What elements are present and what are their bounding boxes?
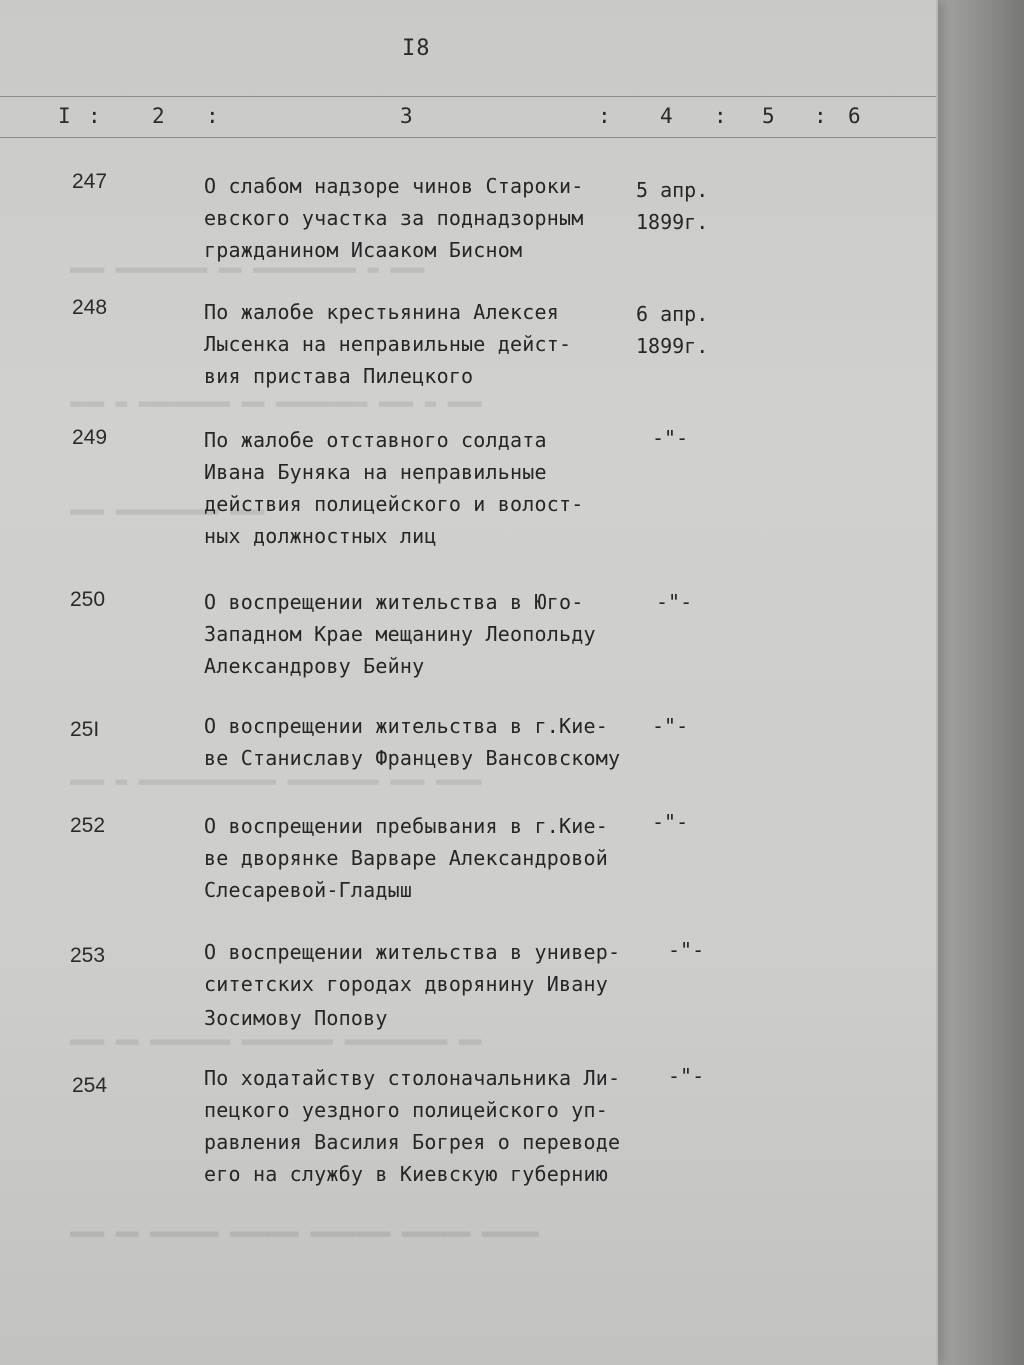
entry-title-line: ных должностных лиц [204,524,437,548]
entry-number: 248 [72,296,108,319]
entry-title-line: равления Василия Богрея о переводе [204,1130,621,1154]
entry-title-line: О воспрещении жительства в универ- [204,940,621,964]
entry-number: 252 [70,814,106,837]
entry-title-line: Западном Крае мещанину Леопольду [204,622,596,646]
entry-title-line: О воспрещении жительства в Юго- [204,590,584,614]
column-header: 3 [400,104,413,128]
entry-title-line: ве дворянке Варваре Александровой [204,846,608,870]
entry-date-line: 5 апр. [636,178,709,202]
entry-title-line: Ивана Буняка на неправильные [204,460,547,484]
column-separator: : [598,104,611,128]
entry-date-ditto: -"- [652,426,689,450]
entry-date-line: 6 апр. [636,302,709,326]
entry-title-line: По ходатайству столоначальника Ли- [204,1066,621,1090]
column-separator: : [814,104,827,128]
entry-title-line: действия полицейского и волост- [204,492,584,516]
entry-date-line: 1899г. [636,334,709,358]
entry-title-line: О воспрещении жительства в г.Кие- [204,714,608,738]
header-rule-bottom [0,137,936,138]
entry-title-line: О слабом надзоре чинов Староки- [204,174,584,198]
column-header: 4 [660,104,673,128]
entry-number: 249 [72,426,108,449]
underlying-pages-edge [936,0,1024,1365]
entry-title-line: Александрову Бейну [204,654,425,678]
entry-date-ditto: -"- [652,810,689,834]
entry-title-line: гражданином Исааком Бисном [204,238,523,262]
bleed-through-mark: ▬▬▬ ▬▬ ▬▬▬▬▬▬ ▬▬▬▬▬▬ ▬▬▬▬▬▬▬ ▬▬▬▬▬▬ ▬▬▬▬▬ [70,1222,539,1244]
entry-number: 25I [70,718,100,741]
entry-title-line: пецкого уездного полицейского уп- [204,1098,608,1122]
column-separator: : [88,104,101,128]
page-number: I8 [402,36,431,61]
entry-title-line: евского участка за поднадзорным [204,206,584,230]
entry-number: 254 [72,1074,108,1097]
entry-number: 250 [70,588,106,611]
column-separator: : [206,104,219,128]
entry-title-line: ве Станиславу Францеву Вансовскому [204,746,621,770]
column-header: 6 [848,104,861,128]
entry-title-line: О воспрещении пребывания в г.Кие- [204,814,608,838]
entry-title-line: ситетских городах дворянину Ивану [204,972,608,996]
bleed-through-mark: ▬▬▬ ▬▬▬▬▬▬▬▬▬ ▬▬▬ [70,500,265,522]
entry-number: 247 [72,170,108,193]
entry-title-line: По жалобе отставного солдата [204,428,547,452]
column-header: 2 [152,104,165,128]
entry-date-line: 1899г. [636,210,709,234]
entry-title-line: Лысенка на неправильные дейст- [204,332,572,356]
entry-title-line: По жалобе крестьянина Алексея [204,300,559,324]
entry-date-ditto: -"- [668,938,705,962]
column-header: I [58,104,71,128]
column-header: 5 [762,104,775,128]
entry-title-line: Слесаревой-Гладыш [204,878,413,902]
entry-title-line: вия пристава Пилецкого [204,364,474,388]
entry-title-line: Зосимову Попову [204,1006,388,1030]
entry-title-line: его на службу в Киевскую губернию [204,1162,608,1186]
column-separator: : [714,104,727,128]
entry-date-ditto: -"- [656,590,693,614]
bleed-through-mark: ▬▬▬ ▬▬ ▬▬▬▬▬▬▬ ▬▬▬▬▬▬▬▬ ▬▬▬▬▬▬▬▬▬ ▬▬ [70,1030,482,1052]
entry-number: 253 [70,944,106,967]
bleed-through-mark: ▬▬▬ ▬ ▬▬▬▬▬▬▬▬ ▬▬ ▬▬▬▬▬▬▬▬ ▬▬▬ ▬ ▬▬▬ [70,392,482,414]
bleed-through-mark: ▬▬▬ ▬ ▬▬▬▬▬▬▬▬▬▬▬▬ ▬▬▬▬▬▬▬▬ ▬▬▬ ▬▬▬▬ [70,770,482,792]
entry-date-ditto: -"- [652,714,689,738]
header-rule-top [0,96,936,97]
entry-date-ditto: -"- [668,1064,705,1088]
bleed-through-mark: ▬▬▬ ▬▬▬▬▬▬▬▬ ▬▬ ▬▬▬▬▬▬▬▬▬ ▬ ▬▬▬ [70,258,425,280]
